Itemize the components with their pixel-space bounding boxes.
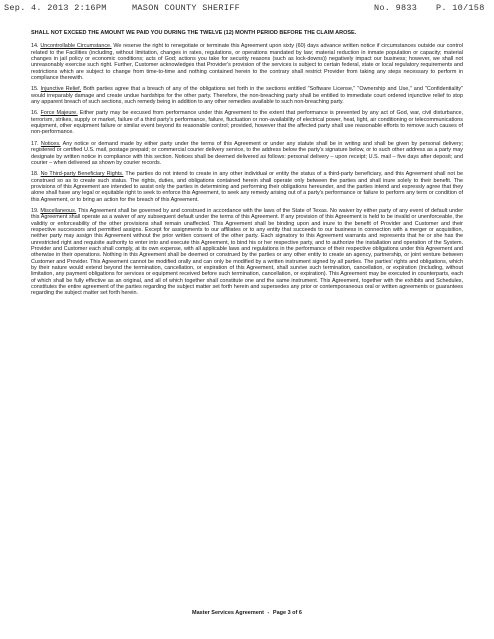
document-body [31, 30, 463, 302]
footer-separator: - [267, 610, 270, 616]
section-number: 16. [31, 110, 39, 117]
section-18 [31, 171, 463, 203]
footer-title: Master Services Agreement [192, 610, 264, 616]
section-title: Notices. [40, 140, 61, 147]
section-title: Uncontrollable Circumstance. [40, 43, 112, 50]
section-number: 17. [31, 140, 39, 147]
section-text: The parties do not intend to create in any other individual or entity the status of a third-party beneficiary, and this Agreement shall not be construed so as to create such status. The rights, duties, and obligations contained herein shall operate only between the parties and shall inure solely to their benefit. The provisions of this Agreement are intended to assist only the parties in determining and performing their obligations hereunder, and the parties intend and expressly agree that they alone shall have any legal or equitable right to seek to enforce this Agreement, to seek any remedy arising out of a party's performance or failure to perform any term or condition of this Agreement, or to bring an action for the breach of this Agreement. [31, 171, 463, 203]
section-text: Any notice or demand made by either party under the terms of this Agreement or under any statute shall be in writing and shall be given by personal delivery; registered or certified U.S. mail, postage prepaid; or commercial courier delivery service, to the address below the party's signature below, or to such other address as a party may designate by written notice in compliance with this section. Notices shall be deemed delivered as follows: personal delivery – upon receipt; U.S. mail – five days after deposit; and courier – when delivered as shown by courier records. [31, 140, 463, 166]
section-number: 14. [31, 43, 39, 50]
section-title: Miscellaneous. [40, 207, 77, 214]
section-text: Both parties agree that a breach of any of the obligations set forth in the sections entitled "Software License," "Ownership and Use," and "Confidentiality" would irreparably damage and create undue hardships for the other party. Therefore, the non-breaching party shall be entitled to immediate court ordered injunctive relief to stop any apparent breach of such sections, such remedy being in addition to any other remedies available to such non-breaching party. [31, 86, 463, 106]
section-text: This Agreement shall be governed by and construed in accordance with the laws of the State of Texas. No waiver by either party of any event of default under this Agreement shall operate as a waiver of any subsequent default under the terms of this Agreement. If any provision of this Agreement is held to be invalid or unenforceable, the validity or enforceability of the other provisions shall remain unaffected. This Agreement shall be binding upon and inure to the benefit of Provider and Customer and their respective successors and permitted assigns. Except for assignments to our affiliates or to any entity that succeeds to our business in connection with a merger or acquisition, neither party may assign this Agreement without the prior written consent of the other party. Each signatory to this Agreement warrants and represents that he or she has the unrestricted right and requisite authority to enter into and execute this Agreement, to bind his or her respective party, and to authorize the installation and operation of the System. Provider and Customer each shall comply, at its own expense, with all applicable laws and regulations in the performance of their respective obligations under this Agreement and otherwise in their operations. Nothing in this Agreement shall be deemed or construed by the parties or any other entity to create an agency, partnership, or joint venture between Customer and Provider. This Agreement cannot be modified orally and can only be modified by a written instrument signed by all parties. The parties' rights and obligations, which by their nature would extend beyond the termination, cancellation, or expiration of this Agreement, shall survive such termination, cancellation, or expiration (including, without limitation, any payment obligations for services or equipment received before such termination, cancellation, or expiration). This Agreement may be executed in counterparts, each of which shall be fully effective as an original, and all of which together shall constitute one and the same instrument. This Agreement, together with the exhibits and Schedules, constitutes the entire agreement of the parties regarding the subject matter set forth herein and supersedes any prior or contemporaneous oral or written agreements or guarantees regarding the subject matter set forth herein. [31, 207, 464, 297]
fax-header [4, 3, 490, 15]
page-footer [0, 610, 494, 616]
liability-cap-paragraph: SHALL NOT EXCEED THE AMOUNT WE PAID YOU DURING THE TWELVE (12) MONTH PERIOD BEFORE THE CLAIM AROSE. [31, 30, 357, 36]
section-17 [31, 141, 463, 166]
section-number: 15. [31, 86, 39, 93]
section-text: Either party may be excused from performance under this Agreement to the extent that performance is prevented by any act of God, war, civil disturbance, terrorism, strikes, supply or market, failure of a third party's performance, failure, fluctuation or non-availability of electrical power, heat, light, air conditioning or telecommunications equipment, other equipment failure or similar event beyond its reasonable control; provided, however that the affected party shall use reasonable efforts to remove such causes of non-performance. [31, 110, 464, 136]
footer-page-number: Page 3 of 6 [272, 610, 302, 616]
section-15 [31, 86, 463, 105]
fax-page-count: P. 10/158 [436, 3, 485, 13]
section-title: Force Majeure. [40, 110, 78, 117]
fax-date: Sep. 4. 2013 2:16PM [4, 3, 107, 13]
section-title: No Third-party Beneficiary Rights. [40, 171, 124, 178]
fax-number: No. 9833 [374, 3, 418, 13]
section-16 [31, 110, 463, 135]
fax-sender: MASON COUNTY SHERIFF [132, 3, 241, 13]
section-title: Injunctive Relief. [40, 86, 82, 93]
section-number: 19. [31, 207, 39, 214]
section-19 [31, 208, 463, 297]
section-14 [31, 43, 463, 81]
section-number: 18. [31, 171, 39, 178]
section-text: We reserve the right to renegotiate or terminate this Agreement upon sixty (60) days advance written notice if circumstances outside our control related to the Facilities (including, without limitation, changes in rates, regulations, or operations mandated by law; material reduction in inmate population or capacity; material changes in jail policy or economic conditions; acts of God; actions you take for security reasons (such as lock-downs)) negatively impact our business; however, we shall not unreasonably exercise such right. Further, Customer acknowledges that Provider's provision of the services is subject to certain federal, state or local regulatory requirements and restrictions which are subject to change from time-to-time and nothing contained herein to the contrary shall restrict Provider from taking any steps necessary to perform in compliance therewith. [31, 43, 464, 82]
